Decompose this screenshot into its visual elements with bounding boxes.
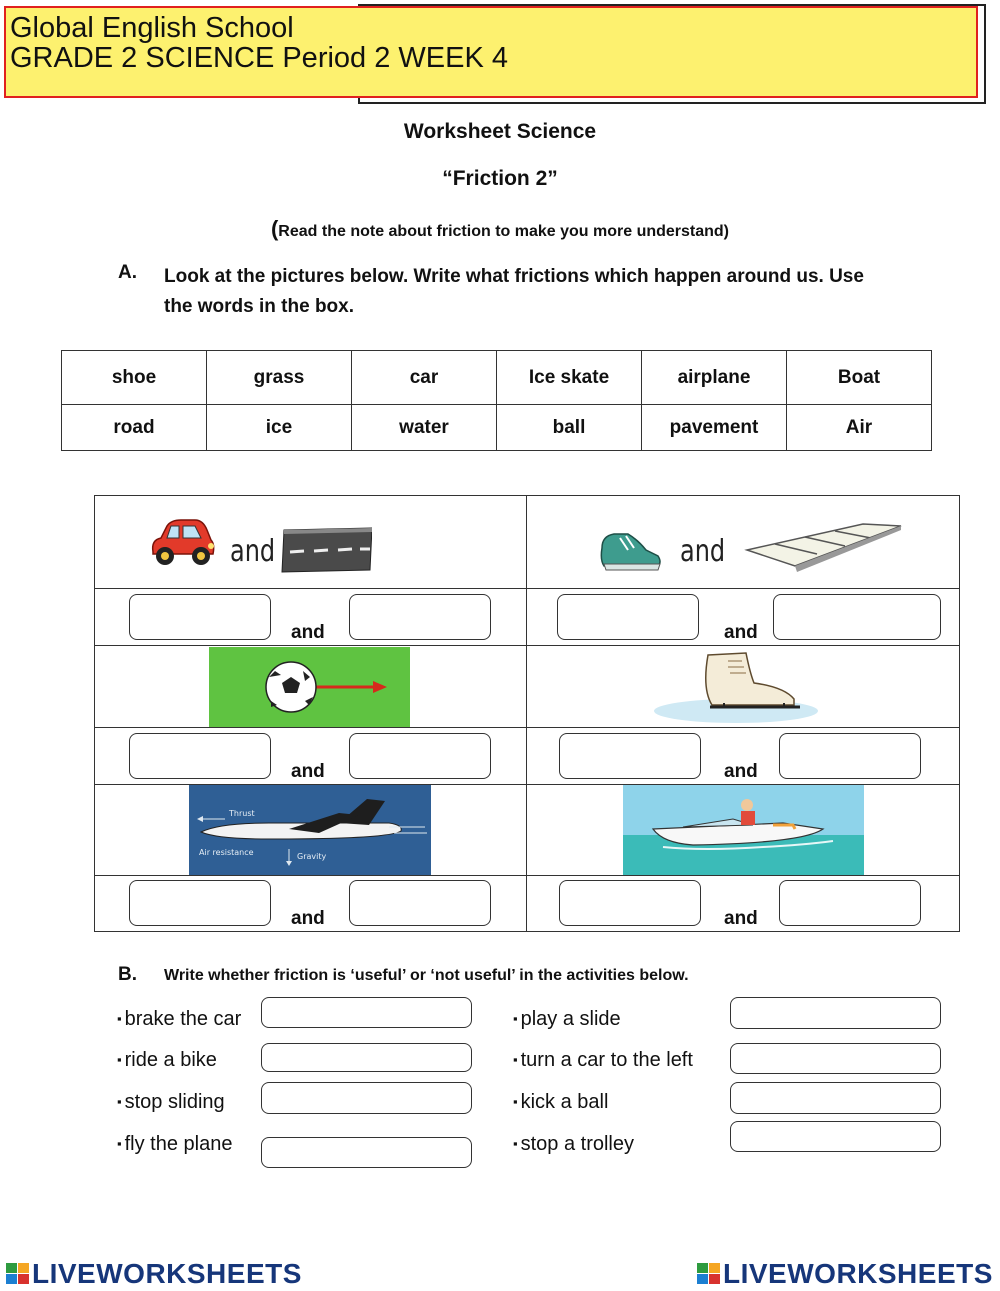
activity-label: turn a car to the left — [520, 1049, 693, 1071]
bullet-icon: ▪ — [513, 1094, 518, 1109]
word-boat: Boat — [787, 351, 932, 405]
activity-label: stop a trolley — [520, 1133, 634, 1155]
word-air: Air — [787, 405, 932, 451]
word-road: road — [62, 405, 207, 451]
grid-divider — [526, 496, 527, 931]
answer-plane-left[interactable] — [129, 880, 271, 926]
liveworksheets-logo — [697, 1258, 993, 1290]
grid-line — [95, 875, 959, 876]
liveworksheets-logo — [6, 1258, 302, 1290]
useful-answer-kick-ball[interactable] — [730, 1082, 941, 1114]
section-b-letter: B. — [118, 964, 137, 985]
note-text: Read the note about friction to make you more understand) — [278, 223, 730, 240]
and-label: and — [724, 761, 758, 782]
word-shoe: shoe — [62, 351, 207, 405]
liveworksheets-icon — [6, 1263, 30, 1285]
logo-text: LIVEWORKSHEETS — [723, 1258, 993, 1289]
friction-picture-grid — [94, 495, 960, 932]
answer-boat-left[interactable] — [559, 880, 701, 926]
activity-item — [513, 1049, 693, 1072]
bullet-icon: ▪ — [513, 1011, 518, 1026]
activity-label: ride a bike — [124, 1049, 217, 1071]
useful-answer-play-slide[interactable] — [730, 997, 941, 1029]
bullet-icon: ▪ — [117, 1136, 122, 1151]
boat-image — [623, 785, 864, 875]
bullet-icon: ▪ — [117, 1052, 122, 1067]
useful-answer-turn-car[interactable] — [730, 1043, 941, 1074]
note-paren: ( — [270, 216, 279, 241]
section-a-letter: A. — [118, 262, 137, 283]
answer-ball-left[interactable] — [129, 733, 271, 779]
school-name: Global English School — [10, 12, 294, 44]
activity-item — [117, 1008, 241, 1031]
and-label: and — [291, 761, 325, 782]
word-grass: grass — [207, 351, 352, 405]
thrust-label: Thrust — [229, 809, 255, 818]
word-airplane: airplane — [642, 351, 787, 405]
and-picture-label: and — [230, 534, 276, 569]
useful-answer-stop-trolley[interactable] — [730, 1121, 941, 1152]
answer-car-left[interactable] — [129, 594, 271, 640]
activity-item — [117, 1049, 217, 1072]
answer-boat-right[interactable] — [779, 880, 921, 926]
word-ice: ice — [207, 405, 352, 451]
worksheet-title: Worksheet Science — [403, 120, 597, 143]
header-banner — [4, 6, 978, 98]
answer-skate-left[interactable] — [559, 733, 701, 779]
activity-item — [513, 1133, 634, 1156]
word-water: water — [352, 405, 497, 451]
car-image — [147, 516, 217, 568]
activity-item — [117, 1133, 232, 1156]
useful-answer-stop-sliding[interactable] — [261, 1082, 472, 1114]
worksheet-subtitle: “Friction 2” — [442, 167, 558, 190]
worksheet-note — [0, 216, 1000, 242]
air-resistance-label: Air resistance — [199, 848, 254, 857]
answer-skate-right[interactable] — [779, 733, 921, 779]
activity-label: play a slide — [520, 1008, 621, 1030]
activity-label: stop sliding — [124, 1091, 225, 1113]
answer-shoe-right[interactable] — [773, 594, 941, 640]
grid-line — [95, 588, 959, 589]
ball-on-grass-image — [209, 647, 410, 727]
bullet-icon: ▪ — [513, 1136, 518, 1151]
word-ice-skate: Ice skate — [497, 351, 642, 405]
activity-item — [513, 1008, 621, 1031]
course-title: GRADE 2 SCIENCE Period 2 WEEK 4 — [10, 42, 508, 74]
useful-answer-fly-plane[interactable] — [261, 1137, 472, 1168]
answer-car-right[interactable] — [349, 594, 491, 640]
logo-text: LIVEWORKSHEETS — [32, 1258, 302, 1289]
useful-answer-brake-car[interactable] — [261, 997, 472, 1028]
road-image — [280, 526, 372, 574]
airplane-image — [189, 785, 431, 875]
liveworksheets-icon — [697, 1263, 721, 1285]
activity-label: kick a ball — [520, 1091, 609, 1113]
activity-item — [513, 1091, 608, 1114]
section-a-instruction: Look at the pictures below. Write what frictions which happen around us. Use the words in the box. — [164, 266, 864, 317]
bullet-icon: ▪ — [117, 1011, 122, 1026]
bullet-icon: ▪ — [117, 1094, 122, 1109]
activity-label: brake the car — [124, 1008, 242, 1030]
and-label: and — [724, 622, 758, 643]
gravity-label: Gravity — [297, 852, 327, 861]
grid-line — [95, 727, 959, 728]
and-label: and — [291, 622, 325, 643]
pavement-image — [743, 518, 903, 576]
activity-item — [117, 1091, 225, 1114]
ice-skate-image — [644, 649, 820, 727]
and-picture-label: and — [680, 534, 726, 569]
word-pavement: pavement — [642, 405, 787, 451]
activity-label: fly the plane — [124, 1133, 233, 1155]
and-label: and — [291, 908, 325, 929]
useful-answer-ride-bike[interactable] — [261, 1043, 472, 1072]
shoe-image — [598, 528, 664, 574]
grid-line — [95, 645, 959, 646]
answer-plane-right[interactable] — [349, 880, 491, 926]
answer-shoe-left[interactable] — [557, 594, 699, 640]
word-box — [61, 350, 932, 451]
word-ball: ball — [497, 405, 642, 451]
word-car: car — [352, 351, 497, 405]
answer-ball-right[interactable] — [349, 733, 491, 779]
and-label: and — [724, 908, 758, 929]
section-b-instruction: Write whether friction is ‘useful’ or ‘not useful’ in the activities below. — [164, 967, 689, 984]
bullet-icon: ▪ — [513, 1052, 518, 1067]
